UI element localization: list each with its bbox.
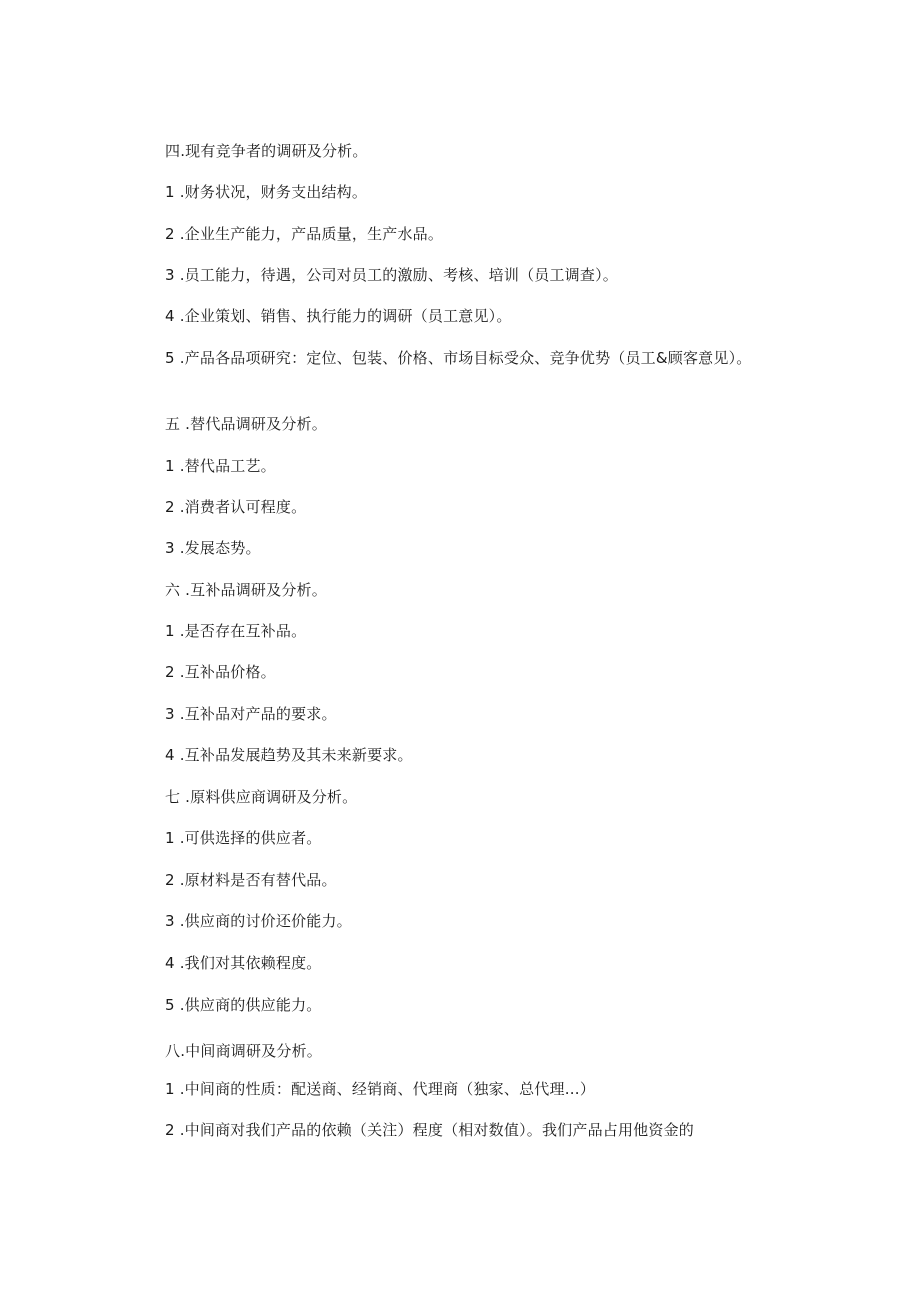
section-heading-suppliers: 七 .原料供应商调研及分析。 xyxy=(165,788,358,806)
list-item: 2 .企业生产能力，产品质量，生产水品。 xyxy=(165,225,444,243)
list-item: 5 .供应商的供应能力。 xyxy=(165,996,322,1014)
list-item: 2 .消费者认可程度。 xyxy=(165,498,307,516)
list-item: 3 .发展态势。 xyxy=(165,539,261,557)
list-item: 4 .企业策划、销售、执行能力的调研（员工意见）。 xyxy=(165,307,512,325)
list-item: 2 .原材料是否有替代品。 xyxy=(165,871,337,889)
list-item: 1 .可供选择的供应者。 xyxy=(165,829,322,847)
section-heading-competitors: 四.现有竞争者的调研及分析。 xyxy=(165,142,368,160)
list-item: 3 .互补品对产品的要求。 xyxy=(165,705,337,723)
list-item: 1 .替代品工艺。 xyxy=(165,457,276,475)
list-item: 4 .我们对其依赖程度。 xyxy=(165,954,322,972)
list-item: 3 .员工能力，待遇，公司对员工的激励、考核、培训（员工调查）。 xyxy=(165,266,618,284)
list-item: 1 .中间商的性质：配送商、经销商、代理商（独家、总代理…） xyxy=(165,1080,596,1098)
list-item: 2 .互补品价格。 xyxy=(165,663,276,681)
section-heading-complements: 六 .互补品调研及分析。 xyxy=(165,581,327,599)
section-heading-substitutes: 五 .替代品调研及分析。 xyxy=(165,415,327,433)
section-heading-intermediaries: 八.中间商调研及分析。 xyxy=(165,1042,322,1060)
list-item: 2 .中间商对我们产品的依赖（关注）程度（相对数值）。我们产品占用他资金的 xyxy=(165,1121,694,1139)
list-item: 1 .财务状况，财务支出结构。 xyxy=(165,183,368,201)
list-item: 3 .供应商的讨价还价能力。 xyxy=(165,912,352,930)
list-item: 4 .互补品发展趋势及其未来新要求。 xyxy=(165,746,413,764)
list-item: 5 .产品各品项研究：定位、包装、价格、市场目标受众、竞争优势（员工&顾客意见）。 xyxy=(165,349,752,367)
list-item: 1 .是否存在互补品。 xyxy=(165,622,307,640)
